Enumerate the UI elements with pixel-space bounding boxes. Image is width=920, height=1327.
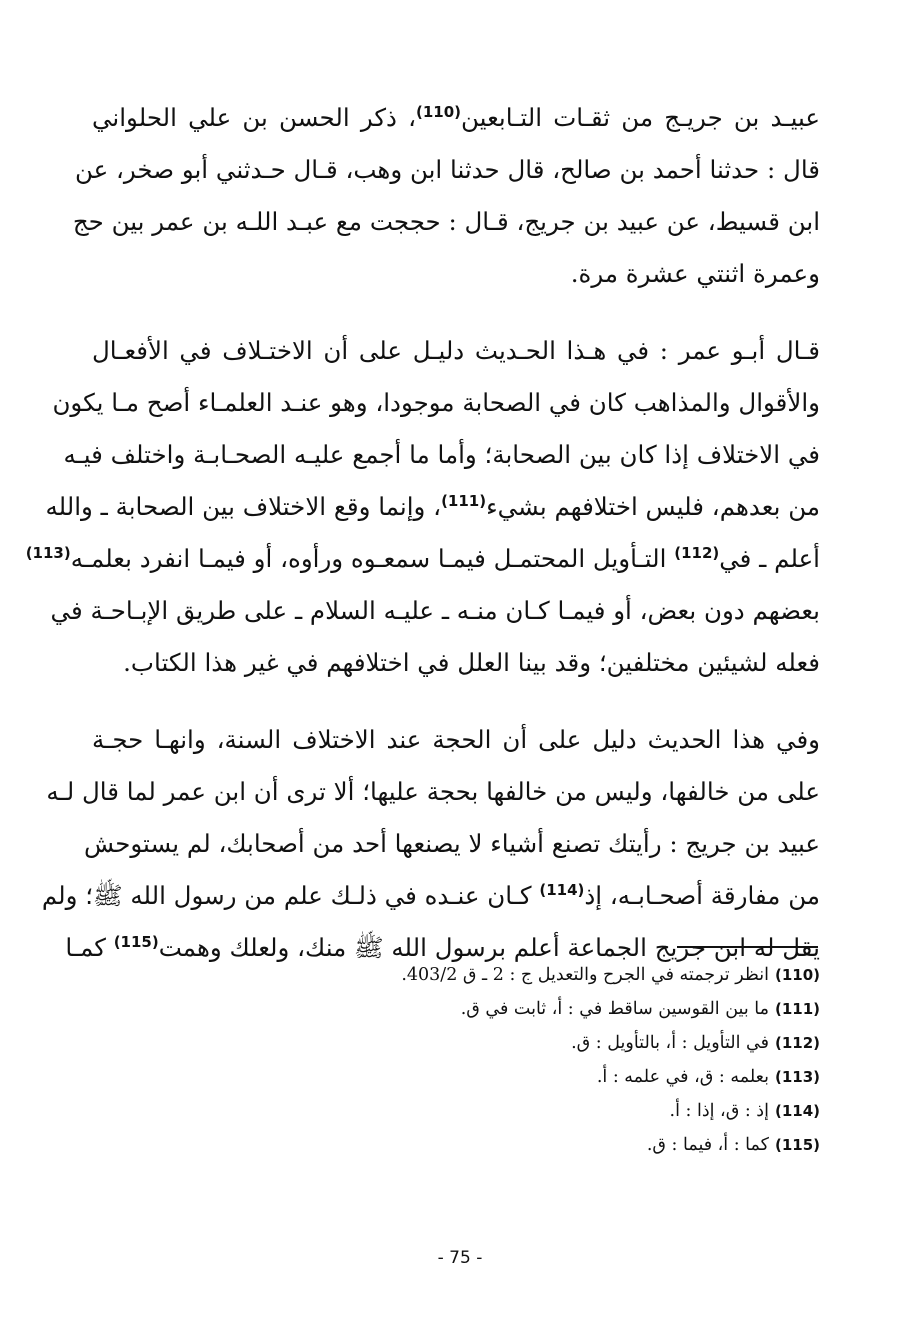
text-line bbox=[92, 248, 820, 300]
footnote-number: (115) bbox=[774, 1136, 820, 1154]
footnote-number: (111) bbox=[774, 1000, 820, 1018]
text-segment: قـال أبـو عمر : في هـذا الحـديث دليـل على أن الاختـلاف في الأفعـال bbox=[92, 336, 820, 365]
text-line bbox=[41, 870, 820, 922]
footnote-text: بعلمه : ق، في علمه : أ. bbox=[596, 1067, 769, 1087]
text-line bbox=[52, 377, 820, 429]
text-line bbox=[84, 818, 820, 870]
text-segment: ابن قسيط، عن عبيد بن جريج، قـال : حججت مع عبـد اللـه بن عمر بين حج bbox=[72, 207, 820, 236]
footnote-text: كما : أ، فيما : ق. bbox=[646, 1135, 769, 1155]
footnote-reference: (112) bbox=[674, 543, 720, 562]
paragraph bbox=[72, 92, 820, 300]
text-segment: أعلم ـ في bbox=[719, 544, 820, 573]
footnote-number: (110) bbox=[774, 966, 820, 984]
footnote-text: ما بين القوسين ساقط في : أ، ثابت في ق. bbox=[460, 999, 769, 1019]
footnote-reference: (111) bbox=[441, 491, 487, 510]
text-segment: ، ذكر الحسن بن علي الحلواني bbox=[92, 103, 416, 132]
text-segment: عبيد بن جريج : رأيتك تصنع أشياء لا يصنعها أحد من أصحابك، لم يستوحش bbox=[84, 829, 820, 858]
text-segment: عبيـد بن جريـج من ثقـات التـابعين bbox=[461, 103, 820, 132]
page-number: - 75 - bbox=[437, 1248, 483, 1268]
footnote-reference: (115) bbox=[113, 932, 159, 951]
text-segment: وعمرة اثنتي عشرة مرة. bbox=[570, 259, 820, 288]
footnote-separator bbox=[677, 946, 818, 948]
footnote bbox=[300, 1094, 820, 1128]
text-segment: من بعدهم، فليس اختلافهم بشيء bbox=[486, 492, 820, 521]
text-line bbox=[92, 714, 820, 766]
footnote-number: (114) bbox=[774, 1102, 820, 1120]
text-line bbox=[72, 196, 820, 248]
text-segment: من مفارقة أصحـابـه، إذ bbox=[584, 881, 820, 910]
footnote-reference: (114) bbox=[539, 880, 585, 899]
text-segment: وفي هذا الحديث دليل على أن الحجة عند الاختلاف السنة، وانهـا حجـة bbox=[92, 725, 820, 754]
paragraph bbox=[41, 714, 820, 974]
text-segment: والأقوال والمذاهب كان في الصحابة موجودا، وهو عنـد العلمـاء أصح مـا يكون bbox=[52, 388, 820, 417]
text-segment: بعضهم دون بعض، أو فيمـا كـان منـه ـ عليـه السلام ـ على طريق الإبـاحـة في bbox=[50, 596, 820, 625]
footnote-text: انظر ترجمته في الجرح والتعديل ج : 2 ـ ق 403/2. bbox=[401, 965, 769, 985]
footnote-number: (113) bbox=[774, 1068, 820, 1086]
text-line bbox=[92, 325, 820, 377]
text-line bbox=[45, 481, 820, 533]
main-text bbox=[25, 92, 820, 999]
footnote-text: في التأويل : أ، بالتأويل : ق. bbox=[571, 1033, 769, 1053]
text-segment: كمـا bbox=[65, 933, 114, 962]
footnotes bbox=[300, 958, 820, 1162]
footnote bbox=[300, 958, 820, 992]
text-line bbox=[25, 533, 820, 585]
text-segment: كـان عنـده في ذلـك علم من رسول الله ﷺ؛ ولم bbox=[41, 881, 540, 910]
paragraph bbox=[25, 325, 820, 689]
text-line bbox=[92, 92, 820, 144]
text-line bbox=[63, 429, 820, 481]
footnote-text: إذ : ق، إذا : أ. bbox=[669, 1101, 769, 1121]
text-line bbox=[74, 144, 820, 196]
text-line bbox=[50, 585, 820, 637]
footnote-reference: (110) bbox=[416, 102, 462, 121]
text-segment: فعله لشيئين مختلفين؛ وقد بينا العلل في اختلافهم في غير هذا الكتاب. bbox=[123, 648, 820, 677]
text-segment: يقل له ابن جريج الجماعة أعلم برسول الله ﷺ منك، ولعلك وهمت bbox=[158, 933, 820, 962]
footnote bbox=[300, 1060, 820, 1094]
text-segment: قال : حدثنا أحمد بن صالح، قال حدثنا ابن وهب، قـال حـدثني أبو صخر، عن bbox=[74, 155, 820, 184]
text-line bbox=[92, 637, 820, 689]
footnote bbox=[300, 1128, 820, 1162]
footnote-number: (112) bbox=[774, 1034, 820, 1052]
text-segment: ، وإنما وقع الاختلاف بين الصحابة ـ والله bbox=[45, 492, 442, 521]
text-segment: التـأويل المحتمـل فيمـا سمعـوه ورأوه، أو فيمـا انفرد بعلمـه bbox=[70, 544, 675, 573]
footnote bbox=[300, 1026, 820, 1060]
footnote-reference: (113) bbox=[25, 543, 71, 562]
text-segment: في الاختلاف إذا كان بين الصحابة؛ وأما ما أجمع عليـه الصحـابـة واختلف فيـه bbox=[63, 440, 820, 469]
footnote bbox=[300, 992, 820, 1026]
text-segment: على من خالفها، وليس من خالفها بحجة عليها؛ ألا ترى أن ابن عمر لما قال لـه bbox=[46, 777, 820, 806]
text-line bbox=[46, 766, 820, 818]
